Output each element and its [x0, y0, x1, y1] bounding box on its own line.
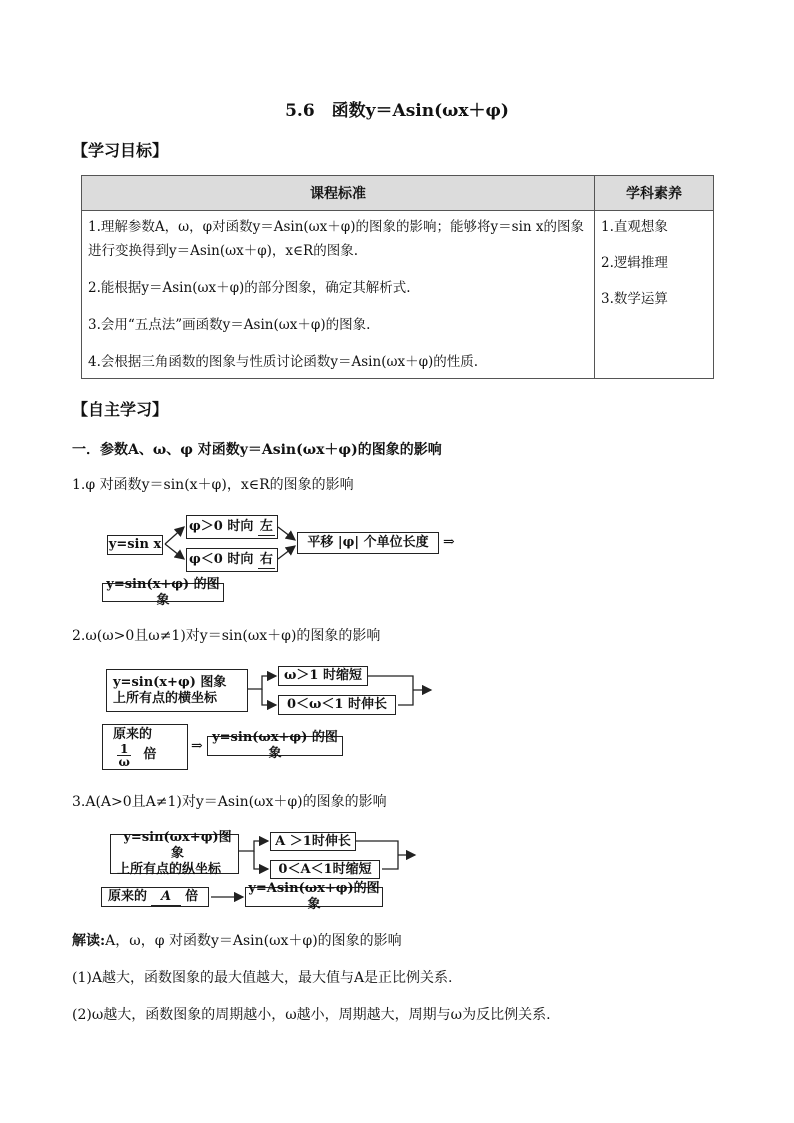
fraction	[117, 743, 131, 768]
arrow-line	[278, 546, 295, 559]
standard-item: 2.能根据y＝Asin(ωx＋φ)的部分图象，确定其解析式.	[88, 280, 411, 296]
result-box: y=sin(x+φ) 的图象	[102, 583, 224, 602]
implies-arrow: ⇒	[443, 534, 455, 550]
scale-box	[102, 724, 188, 770]
scale-prefix: 原来的	[113, 726, 153, 742]
arrow-line	[239, 841, 268, 851]
standard-item: 4.会根据三角函数的图象与性质讨论函数y＝Asin(ωx＋φ)的性质.	[88, 354, 479, 370]
start-box	[106, 669, 248, 712]
fraction-denominator: ω	[118, 754, 130, 769]
condition-box: 0＜ω＜1 时伸长	[278, 695, 396, 715]
condition-box: 0＜A＜1时缩短	[270, 860, 380, 879]
page-title: 5.6 函数y＝Asin(ωx＋φ)	[285, 101, 509, 121]
col-header-standard: 课程标准	[82, 176, 595, 211]
start-line: y=sin(x+φ) 图象	[113, 674, 227, 690]
scale-suffix: 倍	[185, 889, 199, 904]
section-heading-goals: 【学习目标】	[72, 141, 169, 160]
start-line: 上所有点的纵坐标	[117, 862, 222, 877]
arrow-line	[248, 676, 276, 689]
item1-label: 1.φ 对函数y＝sin(x＋φ)，x∈R的图象的影响	[72, 477, 354, 493]
result-box: y=Asin(ωx+φ)的图象	[245, 887, 383, 907]
section-heading-self-study: 【自主学习】	[72, 400, 169, 419]
fraction-numerator: 1	[117, 743, 131, 756]
interpretation-label: 解读:	[72, 933, 106, 949]
result-box: y=sin(ωx+φ) 的图象	[207, 736, 343, 756]
scale-box	[101, 887, 209, 907]
shift-box: 平移 |φ| 个单位长度	[297, 532, 439, 554]
condition-box: A ＞1时伸长	[270, 832, 356, 851]
implies-arrow: ⇒	[191, 738, 203, 754]
fill-blank: 右	[259, 551, 273, 567]
part1-heading: 一．参数A、ω、φ 对函数y＝Asin(ωx＋φ)的图象的影响	[72, 442, 442, 458]
arrow-line	[278, 527, 295, 540]
condition-text: φ＜0 时向	[189, 552, 254, 567]
condition-box-positive	[186, 515, 278, 539]
literacy-item: 1.直观想象	[601, 219, 668, 235]
standard-item: 3.会用“五点法”画函数y＝Asin(ωx＋φ)的图象.	[88, 317, 371, 333]
interpretation-line	[72, 930, 402, 950]
start-line: 上所有点的横坐标	[113, 690, 218, 706]
scale-suffix: 倍	[143, 747, 157, 762]
condition-text: φ＞0 时向	[189, 519, 254, 534]
arrow-line	[254, 851, 268, 869]
fill-blank: A	[151, 889, 181, 906]
literacy-item: 2.逻辑推理	[601, 255, 668, 271]
interpretation-point-2: (2)ω越大，函数图象的周期越小，ω越小，周期越大，周期与ω为反比例关系.	[72, 1007, 551, 1023]
arrow-line	[165, 527, 184, 544]
start-box	[110, 830, 239, 877]
arrow-line	[262, 689, 276, 705]
literacy-item: 3.数学运算	[601, 291, 668, 307]
condition-box: ω＞1 时缩短	[278, 666, 368, 686]
condition-box-negative	[186, 548, 278, 572]
start-line: y=sin(ωx+φ)图象	[123, 830, 232, 861]
scale-prefix: 原来的	[108, 889, 148, 904]
standard-item: 1.理解参数A，ω，φ对函数y＝Asin(ωx＋φ)的图象的影响；能够将y＝sin x的图象进行变换得到y＝Asin(ωx＋φ)，x∈R的图象.	[88, 219, 584, 259]
col-header-literacy: 学科素养	[595, 176, 714, 211]
start-box: y=sin x	[107, 535, 163, 555]
interpretation-text: A，ω，φ 对函数y＝Asin(ωx＋φ)的图象的影响	[105, 933, 402, 949]
interpretation-point-1: (1)A越大，函数图象的最大值越大，最大值与A是正比例关系.	[72, 970, 453, 986]
item3-label: 3.A(A>0且A≠1)对y＝Asin(ωx＋φ)的图象的影响	[72, 794, 387, 810]
item2-label: 2.ω(ω>0且ω≠1)对y＝sin(ωx＋φ)的图象的影响	[72, 628, 381, 644]
fill-blank: 左	[259, 518, 273, 534]
arrow-line	[165, 544, 184, 559]
